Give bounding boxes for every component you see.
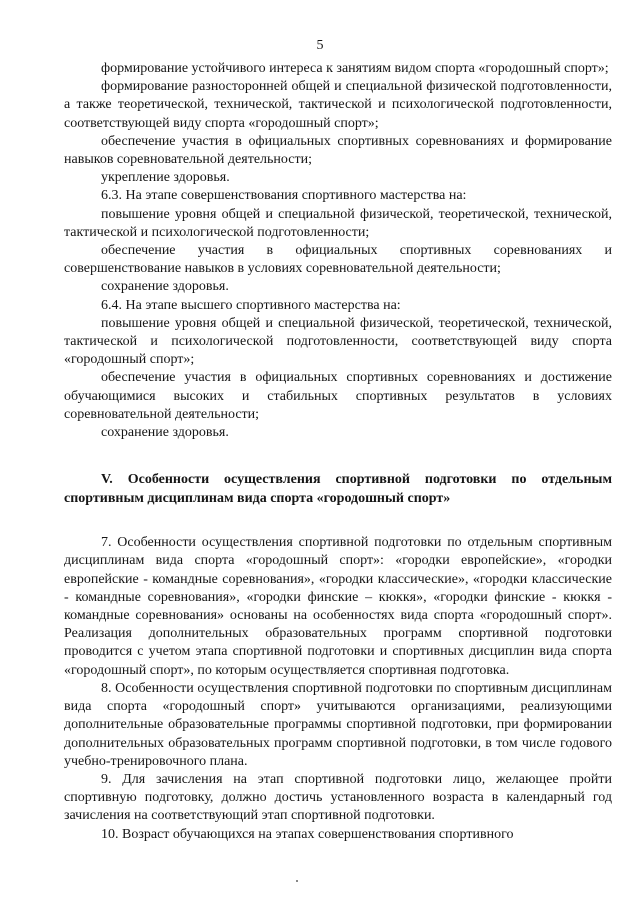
paragraph: сохранение здоровья. (101, 279, 229, 295)
page-content (64, 60, 612, 844)
paragraph: 6.4. На этапе высшего спортивного мастерства на: (101, 297, 401, 313)
paragraph: укрепление здоровья. (101, 170, 230, 186)
paragraph: 10. Возраст обучающихся на этапах совершенствования спортивного (101, 826, 514, 842)
paragraph: 9. Для зачисления на этап спортивной подготовки лицо, желающее пройти спортивную подготовку, должно достичь установленного возраста в календарный год зачисления на соответствующий этап спортивной подготовки. (64, 771, 612, 824)
paragraph: обеспечение участия в официальных спортивных соревнованиях и достижение обучающимися высоких и стабильных спортивных результатов в условиях соревновательной деятельности; (64, 370, 612, 422)
paragraph: формирование разносторонней общей и специальной физической подготовленности, а также теоретической, технической, тактической и психологической подготовленности, соответствующей виду спорта «городошный спорт»; (64, 79, 612, 131)
paragraph: сохранение здоровья. (101, 425, 229, 441)
scan-speck (296, 880, 298, 882)
section-heading: V. Особенности осуществления спортивной подготовки по отдельным спортивным дисциплинам вида спорта «городошный спорт» (64, 472, 612, 507)
paragraph: повышение уровня общей и специальной физической, теоретической, технической, тактической и психологической подготовленности; (64, 206, 612, 240)
paragraph: обеспечение участия в официальных спортивных соревнованиях и формирование навыков соревновательной деятельности; (64, 133, 612, 168)
paragraph: 7. Особенности осуществления спортивной подготовки по отдельным спортивным дисциплинам вида спорта «городошный спорт»: «городки европейские», «городки европейские - командные соревнования», «городки классические», «городки классические - командные соревнования», «городки финские – кюккя», «городки финские - кюккя - командные соревнования» основаны на особенностях вида спорта «городошный спорт». Реализация дополнительных образовательных программ спортивной подготовки проводится с учетом этапа спортивной подготовки и спортивных дисциплин вида спорта «городошный спорт», по которым осуществляется спортивная подготовка. (64, 535, 612, 678)
paragraph: обеспечение участия в официальных спортивных соревнованиях и совершенствование навыков в условиях соревновательной деятельности; (64, 243, 612, 277)
page-number: 5 (316, 38, 324, 53)
paragraph: повышение уровня общей и специальной физической, теоретической, технической, тактической и психологической подготовленности, соответствующей виду спорта «городошный спорт»; (64, 315, 612, 368)
paragraph: формирование устойчивого интереса к занятиям видом спорта «городошный спорт»; (101, 61, 609, 76)
paragraph: 8. Особенности осуществления спортивной подготовки по спортивным дисциплинам вида спорта «городошный спорт» учитываются организациями, реализующими дополнительные образовательные программы спортивной подготовки, при формировании дополнительных образовательных программ спортивной подготовки, в том числе годового учебно-тренировочного плана. (64, 680, 612, 769)
paragraph: 6.3. На этапе совершенствования спортивного мастерства на: (101, 188, 467, 204)
